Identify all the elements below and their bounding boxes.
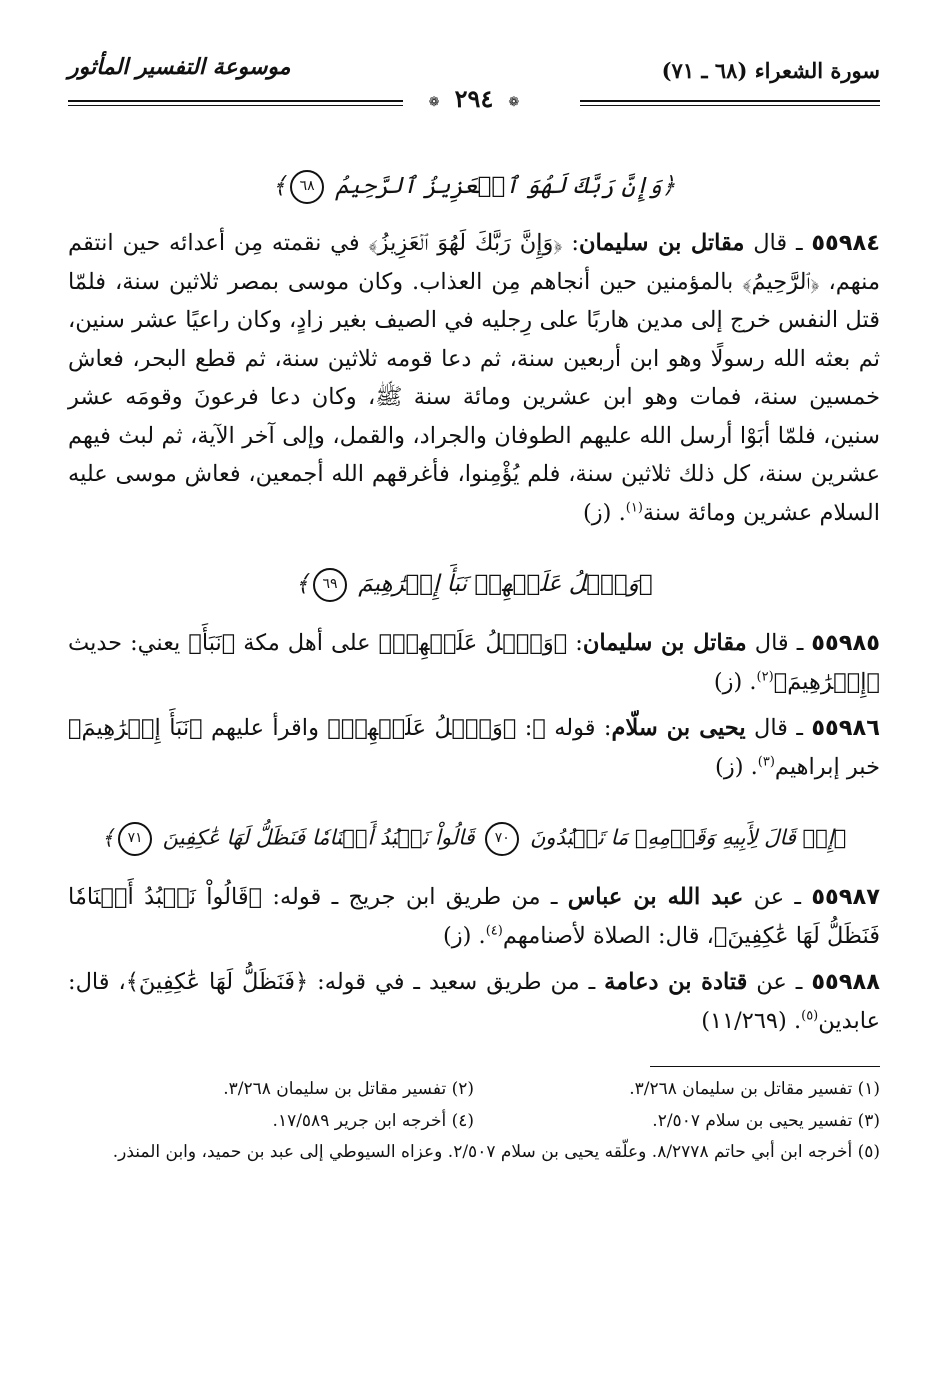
page-number: ٢٩٤ bbox=[454, 84, 494, 113]
verse-number: ٦٩ bbox=[313, 568, 347, 602]
entry-narrator: يحيى بن سلّام bbox=[611, 715, 746, 741]
footnote-ref: (٤) bbox=[485, 923, 503, 938]
header-rule-right bbox=[580, 100, 880, 102]
entry-narrator: عبد الله بن عباس bbox=[567, 884, 744, 910]
verse-number: ٧٠ bbox=[485, 822, 519, 856]
footnote-ref: (٢) bbox=[756, 669, 774, 684]
header-rule-left bbox=[68, 100, 403, 102]
entry-tail: . (ز) bbox=[715, 753, 758, 780]
entry-narrator: مقاتل بن سليمان bbox=[579, 230, 745, 256]
footnote-ref: (٣) bbox=[757, 754, 775, 769]
page-header bbox=[68, 48, 880, 118]
footnote-grid bbox=[68, 1073, 880, 1137]
entry-number: ٥٥٩٨٦ bbox=[811, 715, 880, 741]
entry-intro: ـ عن bbox=[743, 884, 812, 910]
entry-intro: ـ قال bbox=[744, 230, 812, 256]
entry-body: : قوله ﷻ: ﴿وَٱتۡلُ عَلَيۡهِمۡ﴾ واقرأ عليهم ﴿نَبَأَ إِبۡرَٰهِيمَ﴾ خبر إبراهيم bbox=[68, 715, 880, 780]
verse-close: ﴾ bbox=[101, 825, 115, 850]
entry-intro: ـ قال bbox=[745, 715, 812, 741]
entry-body: : ﴿وَإِنَّ رَبَّكَ لَهُوَ ٱلۡعَزِيزُ﴾ في نقمته مِن أعدائه حين انتقم منهم، ﴿ٱلرَّحِيمُ﴾ بالمؤمنين حين أنجاهم مِن العذاب. وكان موسى بمصر ثلاثين سنة، فلمّا قتل النفس خرج إلى مدين هاربًا على رِجليه في الصيف بغير زادٍ، وكان راعيًا عشر سنين، ثم بعثه الله رسولًا وهو ابن أربعين سنة، ثم دعا قومه ثلاثين سنة، ثم قطع البحر، فعاش خمسين سنة، فمات وهو ابن عشرين ومائة سنة ﷺ، وكان دعا فرعونَ وقومَه عشر سنين، فلمّا أبَوْا أرسل الله عليهم الطوفان والجراد، والقمل، وإلى آخر الآية، ثم لبث فيهم عشرين سنة، كل ذلك ثلاثين سنة، فلم يُؤْمِنوا، فأغرقهم الله أجمعين، فعاش موسى عليه السلام عشرين ومائة سنة bbox=[68, 230, 880, 526]
verse-close: ﴾ bbox=[272, 173, 287, 199]
entry-number: ٥٥٩٨٤ bbox=[811, 230, 880, 256]
book-title: موسوعة التفسير المأثور bbox=[68, 54, 291, 80]
tafsir-entry bbox=[68, 709, 880, 786]
entry-narrator: قتادة بن دعامة bbox=[604, 969, 748, 995]
verse-number: ٧١ bbox=[118, 822, 152, 856]
entry-body: : ﴿وَٱتۡلُ عَلَيۡهِمۡ﴾ على أهل مكة ﴿نَبَأَ﴾ يعني: حديث ﴿إِبۡرَٰهِيمَ﴾ bbox=[68, 630, 880, 695]
entry-tail: . (١١/٢٦٩) bbox=[701, 1007, 802, 1034]
footnote: (٢) تفسير مقاتل بن سليمان ٣/٢٦٨. bbox=[223, 1079, 474, 1099]
verse-number: ٦٨ bbox=[290, 170, 324, 204]
footnotes bbox=[68, 1066, 880, 1167]
verse-text: ﴿وَإِنَّ رَبَّكَ لَهُوَ ٱلۡعَزِيزُ ٱلرَّحِيمُ bbox=[335, 173, 676, 199]
footnote-ref: (٥) bbox=[801, 1008, 819, 1023]
verse-text: ﴿وَٱتۡلُ عَلَيۡهِمۡ نَبَأَ إِبۡرَٰهِيمَ bbox=[358, 571, 653, 597]
entry-number: ٥٥٩٨٨ bbox=[811, 969, 880, 995]
book-page bbox=[68, 48, 880, 1348]
verse-close: ﴾ bbox=[295, 571, 309, 597]
ornament-icon: ❁ bbox=[428, 95, 440, 110]
verse-heading bbox=[68, 170, 880, 204]
ornament-icon: ❁ bbox=[508, 95, 520, 110]
entry-intro: ـ عن bbox=[747, 969, 812, 995]
footnote: (٣) تفسير يحيى بن سلام ٢/٥٠٧. bbox=[652, 1111, 880, 1131]
tafsir-entry bbox=[68, 963, 880, 1040]
entry-tail: . (ز) bbox=[583, 499, 626, 526]
entry-tail: . (ز) bbox=[442, 922, 486, 949]
footnote: (٤) أخرجه ابن جرير ١٧/٥٨٩. bbox=[272, 1111, 474, 1131]
footnote-divider bbox=[650, 1066, 880, 1067]
entry-number: ٥٥٩٨٥ bbox=[811, 630, 880, 656]
tafsir-entry bbox=[68, 224, 880, 532]
footnote-ref: (١) bbox=[625, 500, 643, 515]
tafsir-entry bbox=[68, 624, 880, 701]
footnote: (٥) أخرجه ابن أبي حاتم ٨/٢٧٧٨. وعلّقه يحيى بن سلام ٢/٥٠٧. وعزاه السيوطي إلى عبد بن حميد، وابن المنذر. bbox=[112, 1142, 880, 1162]
verse-heading bbox=[68, 822, 880, 856]
entry-body: ـ من طريق سعيد ـ في قوله: ﴿فَنَظَلُّ لَهَا عَٰكِفِينَ﴾، قال: عابدين bbox=[68, 969, 880, 1034]
verse-heading bbox=[68, 568, 880, 602]
entry-intro: ـ قال bbox=[746, 630, 812, 656]
verse-text: قَالُواْ نَعۡبُدُ أَصۡنَامٗا فَنَظَلُّ لَهَا عَٰكِفِينَ bbox=[162, 825, 475, 850]
entry-body: ـ من طريق ابن جريج ـ قوله: ﴿قَالُواْ نَعۡبُدُ أَصۡنَامٗا فَنَظَلُّ لَهَا عَٰكِفِينَ﴾، قال: الصلاة لأصنامهم bbox=[68, 884, 880, 949]
entry-narrator: مقاتل بن سليمان bbox=[582, 630, 747, 656]
tafsir-entry bbox=[68, 878, 880, 955]
surah-title: سورة الشعراء (٦٨ ـ ٧١) bbox=[661, 58, 880, 83]
footnote: (١) تفسير مقاتل بن سليمان ٣/٢٦٨. bbox=[629, 1079, 880, 1099]
verse-text: ﴿إِذۡ قَالَ لِأَبِيهِ وَقَوۡمِهِۦ مَا تَعۡبُدُونَ bbox=[529, 825, 847, 850]
page-number-group bbox=[406, 84, 542, 113]
entry-number: ٥٥٩٨٧ bbox=[811, 884, 880, 910]
entry-tail: . (ز) bbox=[713, 668, 757, 695]
